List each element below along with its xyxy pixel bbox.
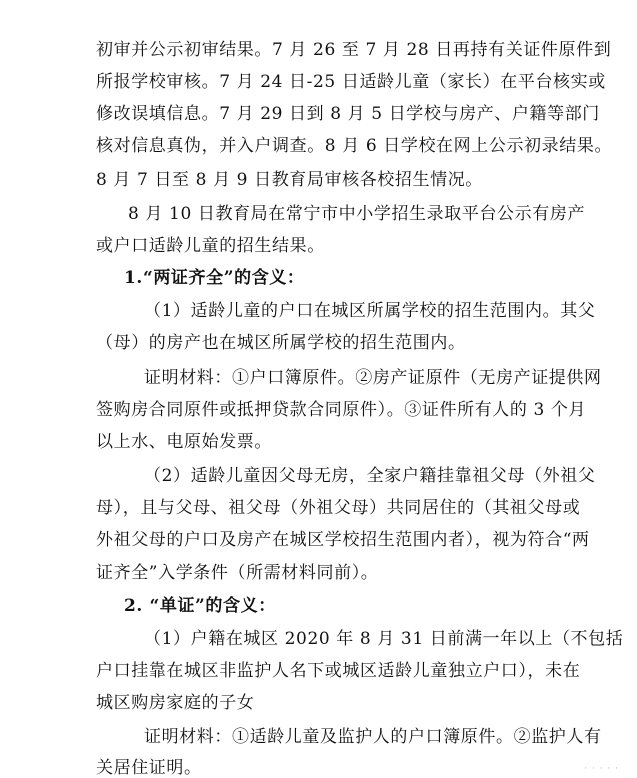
paragraph-line: 8 月 10 日教育局在常宁市中小学招生录取平台公示有房产 <box>128 204 586 224</box>
paragraph-line: 或户口适龄儿童的招生结果。 <box>96 236 325 256</box>
paragraph-line: （1）户籍在城区 2020 年 8 月 31 日前满一年以上（不包括 <box>144 629 624 649</box>
paragraph-line: 户口挂靠在城区非监护人名下或城区适龄儿童独立户口），未在 <box>96 661 581 681</box>
paragraph-line: （1）适龄儿童的户口在城区所属学校的招生范围内。其父 <box>144 301 596 321</box>
paragraph-line: 8 月 7 日至 8 月 9 日教育局审核各校招生情况。 <box>96 170 483 190</box>
paragraph-line: 核对信息真伪，并入户调查。8 月 6 日学校在网上公示初录结果。 <box>96 136 613 156</box>
paragraph-line: 证齐全”入学条件（所需材料同前）。 <box>96 563 379 583</box>
paragraph-line: 签购房合同原件或抵押贷款合同原件）。③证件所有人的 3 个月 <box>96 400 587 420</box>
paragraph-line: 外祖父母的户口及房产在城区学校招生范围内者），视为符合“两 <box>96 530 590 550</box>
paragraph-line: 初审并公示初审结果。7 月 26 至 7 月 28 日再持有关证件原件到 <box>96 40 612 60</box>
paragraph-line: 以上水、电原始发票。 <box>96 432 272 452</box>
paragraph-line: 修改误填信息。7 月 29 日到 8 月 5 日学校与房产、户籍等部门 <box>96 104 600 124</box>
paragraph-line: （母）的房产也在城区所属学校的招生范围内。 <box>96 333 466 353</box>
paragraph-line: 证明材料：①适龄儿童及监护人的户口簿原件。②监护人有 <box>144 727 602 747</box>
paragraph-line: 关居住证明。 <box>96 758 202 778</box>
paragraph-line: 城区购房家庭的子女 <box>96 693 255 713</box>
paragraph-line: 母），且与父母、祖父母（外祖父母）共同居住的（其祖父母或 <box>96 498 581 518</box>
paragraph-line: 所报学校审核。7 月 24 日-25 日适龄儿童（家长）在平台核实或 <box>96 72 606 92</box>
paragraph-line: （2）适龄儿童因父母无房，全家户籍挂靠祖父母（外祖父 <box>144 466 596 486</box>
section-heading: 2. “单证”的含义： <box>124 596 276 616</box>
paragraph-line: 证明材料：①户口簿原件。②房产证原件（无房产证提供网 <box>144 368 602 388</box>
watermark: · · · · · <box>584 764 619 774</box>
section-heading: 1.“两证齐全”的含义： <box>124 268 305 288</box>
